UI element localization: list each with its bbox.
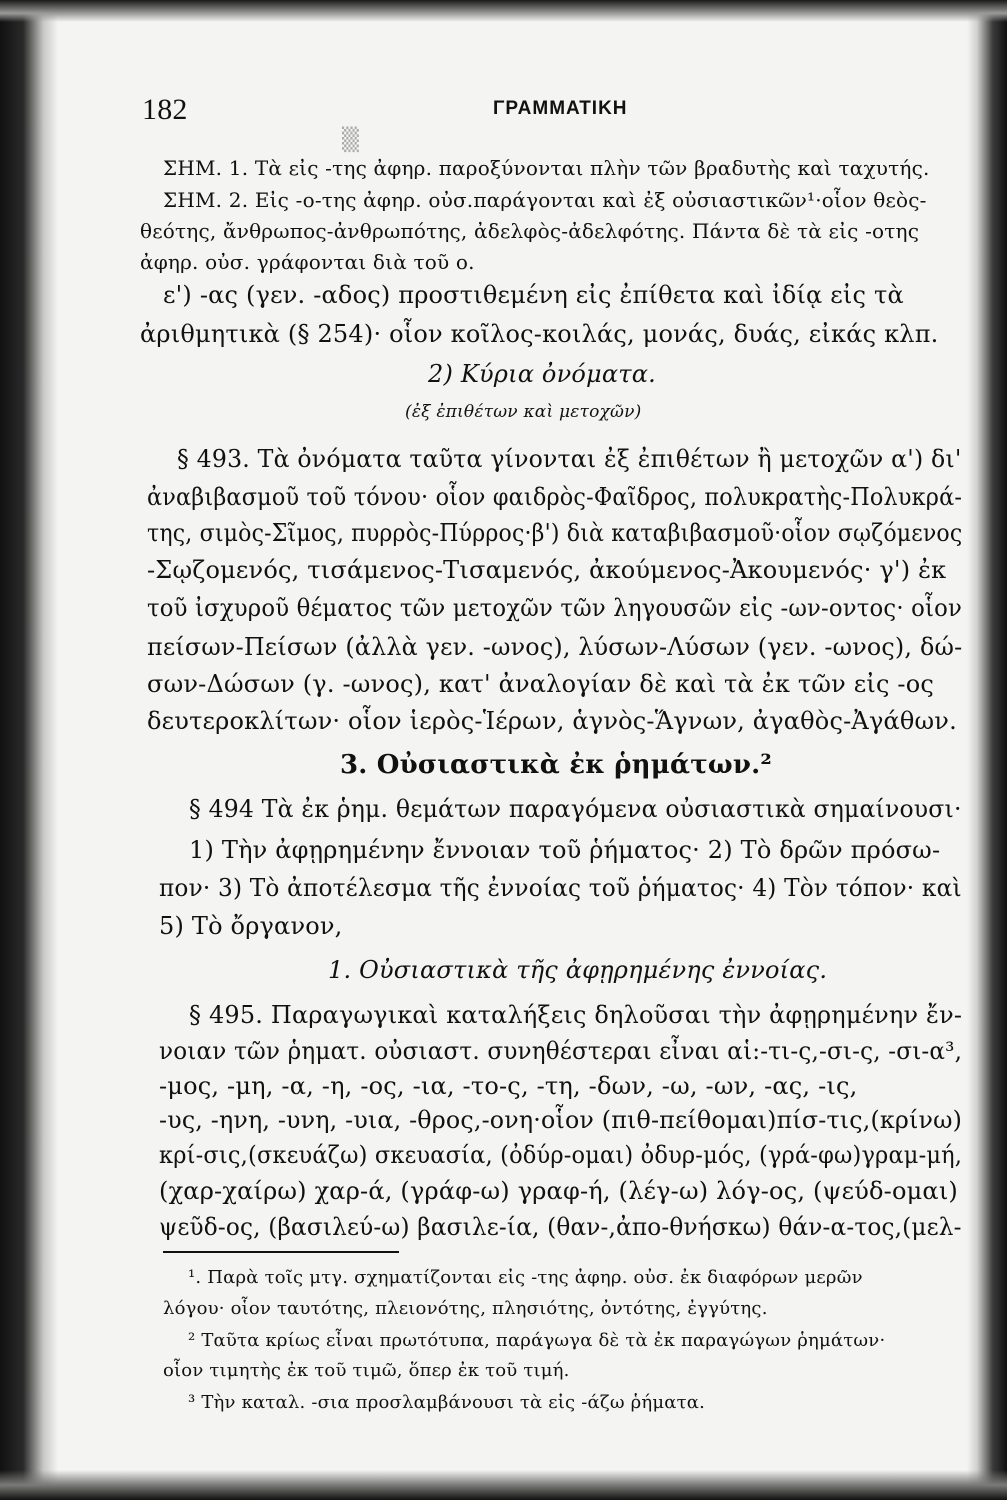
section-heading-verbal-nouns: 3. Οὐσιαστικὰ ἐκ ῥημάτων.²: [340, 750, 772, 780]
section-subheading: (ἐξ ἐπιθέτων καὶ μετοχῶν): [405, 402, 642, 422]
para-494-line-2: 1) Τὴν ἀφῃρημένην ἔννοιαν τοῦ ῥήματος· 2) Τὸ δρῶν πρόσω-: [189, 836, 941, 864]
note-line-1: ΣΗΜ. 1. Τὰ εἰς -της ἀφηρ. παροξύνονται πλὴν τῶν βραδυτὴς καὶ ταχυτής.: [163, 156, 930, 180]
scan-edge-left: [0, 0, 58, 1500]
para-495-line-2: νοιαν τῶν ῥηματ. οὐσιαστ. συνηθέστεραι εἶναι αἱ:-τι-ς,-σι-ς, -σι-α³,: [159, 1037, 963, 1065]
para-494-line-3: πον· 3) Τὸ ἀποτέλεσμα τῆς ἐννοίας τοῦ ῥήματος· 4) Τὸν τόπον· καὶ: [159, 874, 962, 902]
note-line-4: ἀφηρ. οὐσ. γράφονται διὰ τοῦ ο.: [140, 250, 475, 274]
body-line-6: ἀριθμητικὰ (§ 254)· οἷον κοῖλος-κοιλάς, μονάς, δυάς, εἰκάς κλπ.: [140, 320, 939, 348]
footnote-1-line-2: λόγου· οἷον ταυτότης, πλειονότης, πλησιότης, ὀντότης, ἐγγύτης.: [163, 1298, 768, 1319]
para-495-line-7: ψεῦδ-ος, (βασιλεύ-ω) βασιλε-ία, (θαν-,ἀπο-θνήσκω) θάν-α-τος,(μελ-: [159, 1213, 962, 1241]
section-heading-proper-nouns: 2) Κύρια ὀνόματα.: [428, 360, 656, 388]
note-line-2: ΣΗΜ. 2. Εἰς -ο-της ἀφηρ. οὐσ.παράγονται καὶ ἐξ οὐσιαστικῶν¹·οἷον θεὸς-: [163, 188, 927, 212]
para-495-line-5: κρί-σις,(σκευάζω) σκευασία, (ὀδύρ-ομαι) ὀδυρ-μός, (γρά-φω)γραμ-μή,: [159, 1141, 963, 1169]
footnote-3-line-1: ³ Τὴν καταλ. -σια προσλαμβάνουσι τὰ εἰς -άζω ῥήματα.: [188, 1392, 706, 1413]
para-495-line-3: -μος, -μη, -α, -η, -ος, -ια, -το-ς, -τη, -δων, -ω, -ων, -ας, -ις,: [159, 1072, 858, 1100]
para-494-line-4: 5) Τὸ ὄργανον,: [159, 912, 343, 940]
para-493-line-8: δευτεροκλίτων· οἷον ἱερὸς-Ἱέρων, ἁγνὸς-Ἅγνων, ἀγαθὸς-Ἀγάθων.: [147, 707, 957, 735]
footnote-1-line-1: ¹. Παρὰ τοῖς μτγ. σχηματίζονται εἰς -της ἀφηρ. οὐσ. ἐκ διαφόρων μερῶν: [188, 1267, 863, 1288]
note-line-3: θεότης, ἄνθρωπος-ἀνθρωπότης, ἀδελφὸς-ἀδελφότης. Πάντα δὲ τὰ εἰς -οτης: [140, 219, 920, 243]
subsection-heading-abstract: 1. Οὐσιαστικὰ τῆς ἀφῃρημένης ἐννοίας.: [328, 956, 828, 984]
para-493-line-1: § 493. Τὰ ὀνόματα ταῦτα γίνονται ἐξ ἐπιθέτων ἢ μετοχῶν α') δι': [177, 445, 962, 473]
scan-edge-top: [0, 0, 1007, 22]
para-494-line-1: § 494 Τὰ ἐκ ῥημ. θεμάτων παραγόμενα οὐσιαστικὰ σημαίνουσι·: [189, 795, 962, 823]
para-493-line-6: πείσων-Πείσων (ἀλλὰ γεν. -ωνος), λύσων-Λύσων (γεν. -ωνος), δώ-: [147, 633, 963, 661]
para-493-line-4: -Σῳζομενός, τισάμενος-Τισαμενός, ἀκούμενος-Ἀκουμενός· γ') ἐκ: [147, 556, 947, 584]
scan-edge-right: [967, 0, 1007, 1500]
running-head: ΓΡΑΜΜΑΤΙΚΗ: [493, 98, 628, 119]
footnote-rule: [163, 1251, 399, 1253]
ink-bleed-mark: ▒: [342, 128, 359, 153]
scan-edge-bottom: [0, 1470, 1007, 1500]
para-493-line-5: τοῦ ἰσχυροῦ θέματος τῶν μετοχῶν τῶν ληγουσῶν εἰς -ων-οντος· οἷον: [147, 594, 962, 622]
footnote-2-line-1: ² Ταῦτα κρίως εἶναι πρωτότυπα, παράγωγα δὲ τὰ ἐκ παραγώγων ῥημάτων·: [188, 1330, 886, 1351]
para-495-line-1: § 495. Παραγωγικαὶ καταλήξεις δηλοῦσαι τὴν ἀφῃρημένην ἔν-: [189, 1001, 963, 1029]
para-495-line-6: (χαρ-χαίρω) χαρ-ά, (γράφ-ω) γραφ-ή, (λέγ-ω) λόγ-ος, (ψεύδ-ομαι): [159, 1177, 958, 1205]
body-line-5: ε') -ας (γεν. -αδος) προστιθεμένη εἰς ἐπίθετα καὶ ἰδίᾳ εἰς τὰ: [163, 281, 904, 309]
para-493-line-7: σων-Δώσων (γ. -ωνος), κατ' ἀναλογίαν δὲ καὶ τὰ ἐκ τῶν εἰς -ος: [147, 670, 935, 698]
para-495-line-4: -υς, -ηνη, -υνη, -υια, -θρος,-ονη·οἷον (πιθ-πείθομαι)πίσ-τις,(κρίνω): [159, 1106, 963, 1134]
para-493-line-3: της, σιμὸς-Σῖμος, πυρρὸς-Πύρρος·β') διὰ καταβιβασμοῦ·οἷον σῳζόμενος: [147, 519, 963, 547]
para-493-line-2: ἀναβιβασμοῦ τοῦ τόνου· οἷον φαιδρὸς-Φαῖδρος, πολυκρατὴς-Πολυκρά-: [147, 483, 963, 511]
page-number: 182: [142, 93, 188, 126]
footnote-2-line-2: οἷον τιμητὴς ἐκ τοῦ τιμῶ, ὅπερ ἐκ τοῦ τιμή.: [163, 1360, 570, 1381]
